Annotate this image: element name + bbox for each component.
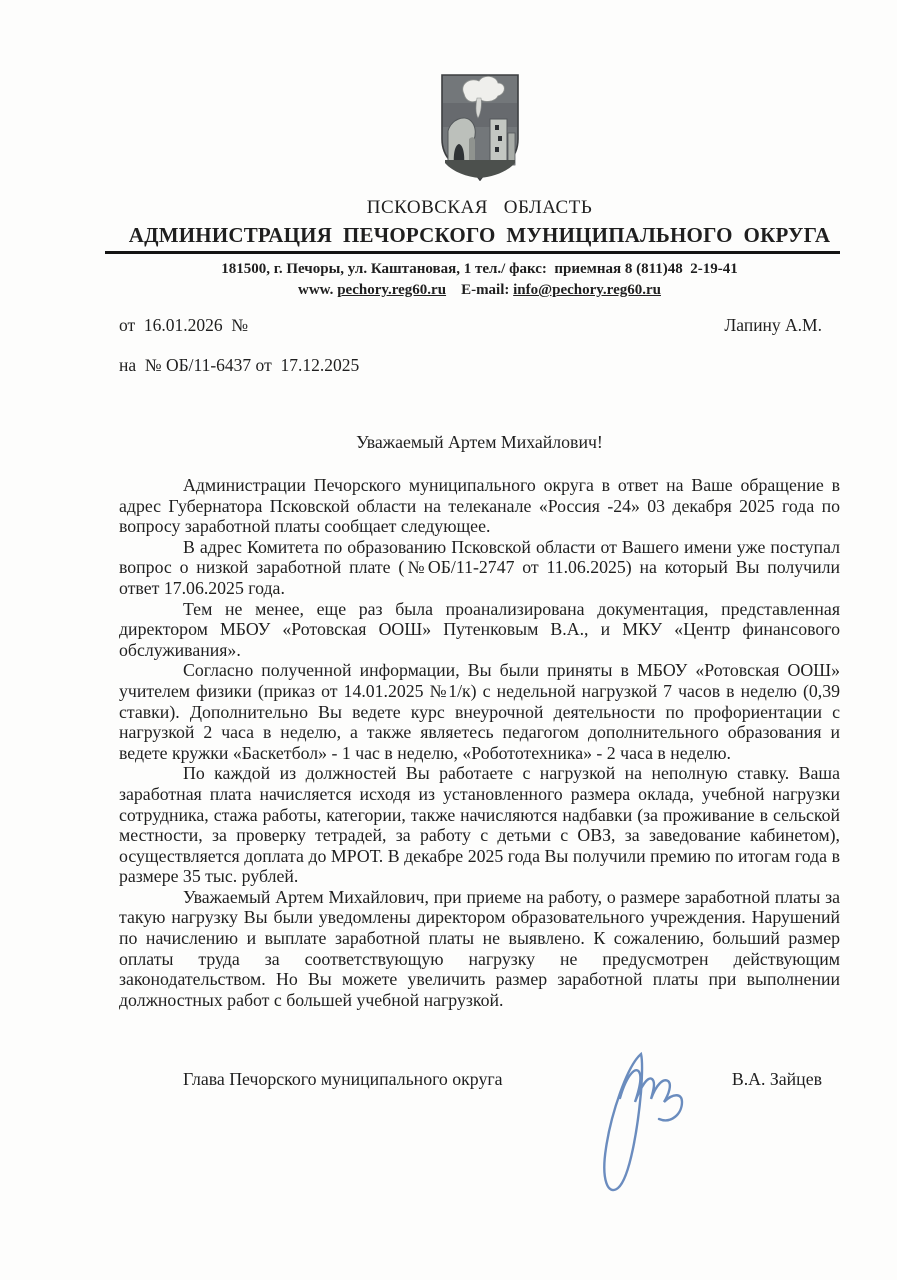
email-label: E-mail: [446, 282, 514, 298]
signer-name: В.А. Зайцев [731, 1069, 822, 1090]
region-title: ПСКОВСКАЯ ОБЛАСТЬ [366, 197, 593, 218]
body-paragraph: Согласно полученной информации, Вы были приняты в МБОУ «Ротовская ООШ» учителем физики (приказ от 14.01.2025 №1/к) с недельной нагрузкой 7 часов в неделю (0,39 ставки). Дополнительно Вы ведете курс внеурочной деятельности по профориентации с нагрузкой 2 часа в неделю, а также являетесь педагогом дополнительного образования и ведете кружки «Баскетбол» - 1 час в неделю, «Робототехника» - 2 часа в неделю. [119, 660, 840, 763]
www-prefix: www. [298, 282, 338, 298]
body-paragraph: Администрации Печорского муниципального округа в ответ на Ваше обращение в адрес Губернатора Псковской области на телеканале «Россия -24» 03 декабря 2025 года по вопросу заработной платы сообщает следующее. [119, 475, 840, 537]
body-paragraph: Уважаемый Артем Михайлович, при приеме на работу, о размере заработной платы за такую нагрузку Вы были уведомлены директором образовательного учреждения. Нарушений по начислению и выплате заработной платы не выявлено. К сожалению, больший размер оплаты труда за соответствующую нагрузку не предусмотрен действующим законодательством. Но Вы можете увеличить размер заработной платы при выполнении должностных работ с большей учебной нагрузкой. [119, 886, 840, 1010]
outgoing-date-number: от 16.01.2026 № [119, 315, 249, 335]
letter-body [119, 475, 840, 1010]
website-link: pechory.reg60.ru [337, 282, 447, 298]
address-line: 181500, г. Печоры, ул. Каштановая, 1 тел./ факс: приемная 8 (811)48 2-19-41 [221, 261, 738, 277]
reference-row [119, 314, 840, 336]
email-link: info@pechory.reg60.ru [513, 282, 661, 298]
letterhead [119, 0, 840, 301]
body-paragraph: В адрес Комитета по образованию Псковской области от Вашего имени уже поступал вопрос о низкой заработной плате (№ОБ/11-2747 от 11.06.2025) на который Вы получили ответ 17.06.2025 года. [119, 536, 840, 598]
coat-of-arms-icon [439, 73, 521, 181]
addressee-name: Лапину А.М. [724, 315, 822, 335]
body-paragraph: По каждой из должностей Вы работаете с нагрузкой на неполную ставку. Ваша заработная плата начисляется исходя из установленного размера оклада, учебной нагрузки сотрудника, стажа работы, категории, также начисляются надбавки (за проживание в сельской местности, за проверку тетрадей, за работу с детьми с ОВЗ, за заведование кабинетом), осуществляется доплата до МРОТ. В декабре 2025 года Вы получили премию по итогам года в размере 35 тыс. рублей. [119, 763, 840, 887]
reply-to-reference: на № ОБ/11-6437 от 17.12.2025 [119, 355, 360, 375]
letterhead-divider [105, 251, 840, 254]
body-paragraph: Тем не менее, еще раз была проанализирована документация, представленная директором МБОУ «Ротовская ООШ» Путенковым В.А., и МКУ «Центр финансового обслуживания». [119, 598, 840, 660]
signature-row [119, 1068, 840, 1090]
salutation: Уважаемый Артем Михайлович! [356, 432, 603, 452]
signer-position-title: Глава Печорского муниципального округа [183, 1069, 503, 1090]
organization-title: АДМИНИСТРАЦИЯ ПЕЧОРСКОГО МУНИЦИПАЛЬНОГО ОКРУГА [128, 223, 831, 247]
contacts-line [119, 280, 840, 301]
